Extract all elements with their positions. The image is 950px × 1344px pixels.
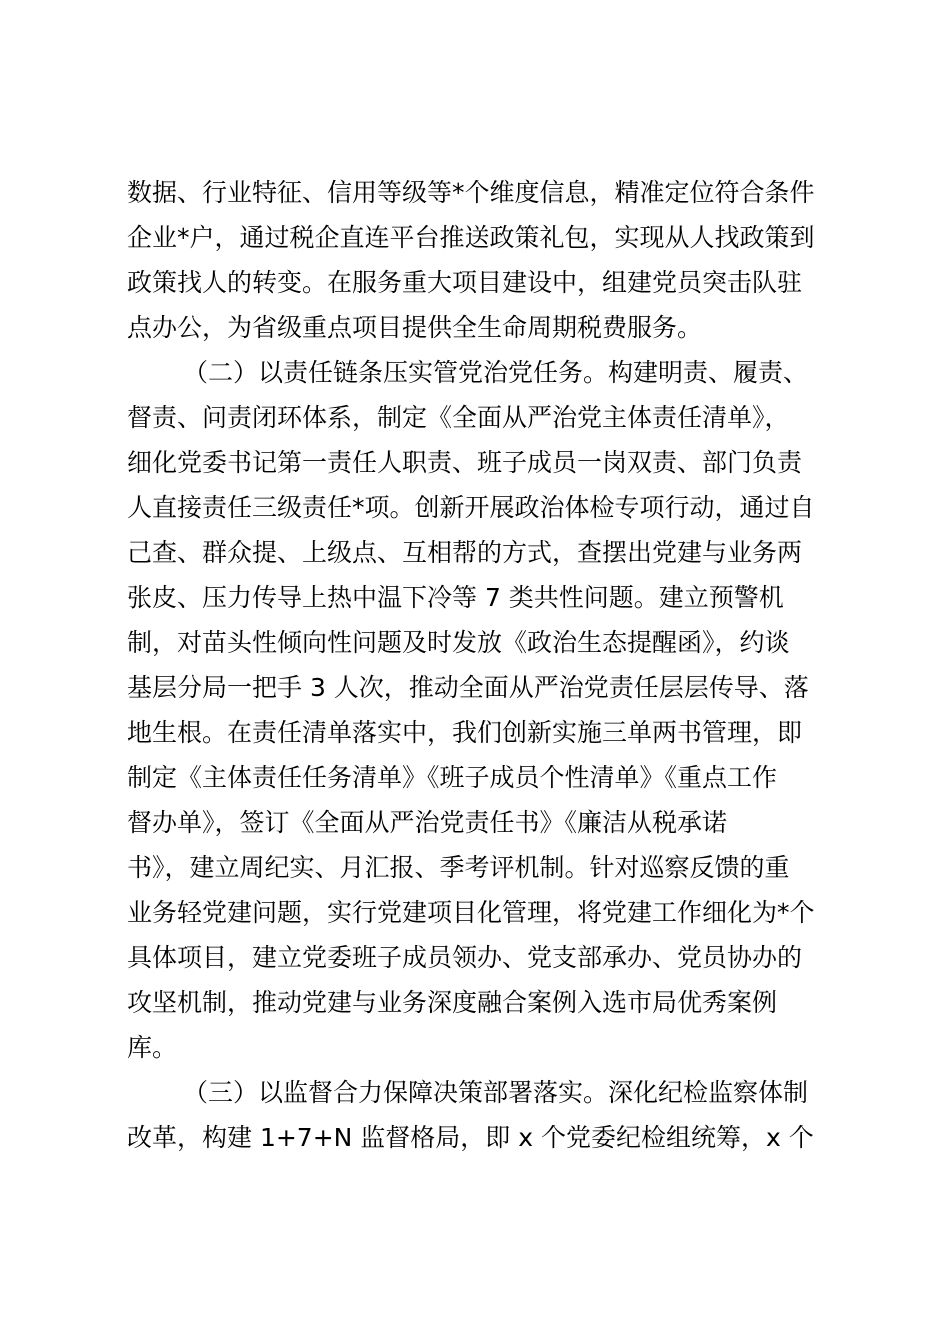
- text-line: 点办公，为省级重点项目提供全生命周期税费服务。: [127, 313, 703, 342]
- text-line: 人直接责任三级责任*项。创新开展政治体检专项行动，通过自: [127, 493, 815, 522]
- text-line: 督责、问责闭环体系，制定《全面从严治党主体责任清单》，: [127, 403, 790, 432]
- text-line: 企业*户，通过税企直连平台推送政策礼包，实现从人找政策到: [127, 223, 815, 252]
- text-line: 具体项目，建立党委班子成员领办、党支部承办、党员协办的: [127, 943, 803, 972]
- text-line: 库。: [127, 1033, 178, 1062]
- text-line: 督办单》，签订《全面从严治党责任书》《廉洁从税承诺: [127, 808, 728, 837]
- text-line: 制定《主体责任任务清单》《班子成员个性清单》《重点工作: [127, 763, 778, 792]
- text-line: 张皮、压力传导上热中温下冷等 7 类共性问题。建立预警机: [127, 583, 784, 612]
- text-line: 细化党委书记第一责任人职责、班子成员一岗双责、部门负责: [127, 448, 803, 477]
- body-text: [127, 170, 837, 1160]
- text-line: 业务轻党建问题，实行党建项目化管理，将党建工作细化为*个: [127, 898, 815, 927]
- text-line: 基层分局一把手 3 人次，推动全面从严治党责任层层传导、落: [127, 673, 809, 702]
- text-line: 数据、行业特征、信用等级等*个维度信息，精准定位符合条件: [127, 178, 815, 207]
- text-line: 改革，构建 1+7+N 监督格局，即 x 个党委纪检组统筹，x 个: [127, 1123, 814, 1152]
- text-line: 政策找人的转变。在服务重大项目建设中，组建党员突击队驻: [127, 268, 803, 297]
- text-line: 书》，建立周纪实、月汇报、季考评机制。针对巡察反馈的重: [127, 853, 790, 882]
- text-line: 己查、群众提、上级点、互相帮的方式，查摆出党建与业务两: [127, 538, 803, 567]
- paragraph-start-line: （二）以责任链条压实管党治党任务。构建明责、履责、: [183, 358, 809, 387]
- paragraph-start-line: （三）以监督合力保障决策部署落实。深化纪检监察体制: [183, 1078, 809, 1107]
- text-line: 地生根。在责任清单落实中，我们创新实施三单两书管理，即: [127, 718, 803, 747]
- text-line: 制，对苗头性倾向性问题及时发放《政治生态提醒函》，约谈: [127, 628, 790, 657]
- text-line: 攻坚机制，推动党建与业务深度融合案例入选市局优秀案例: [127, 988, 778, 1017]
